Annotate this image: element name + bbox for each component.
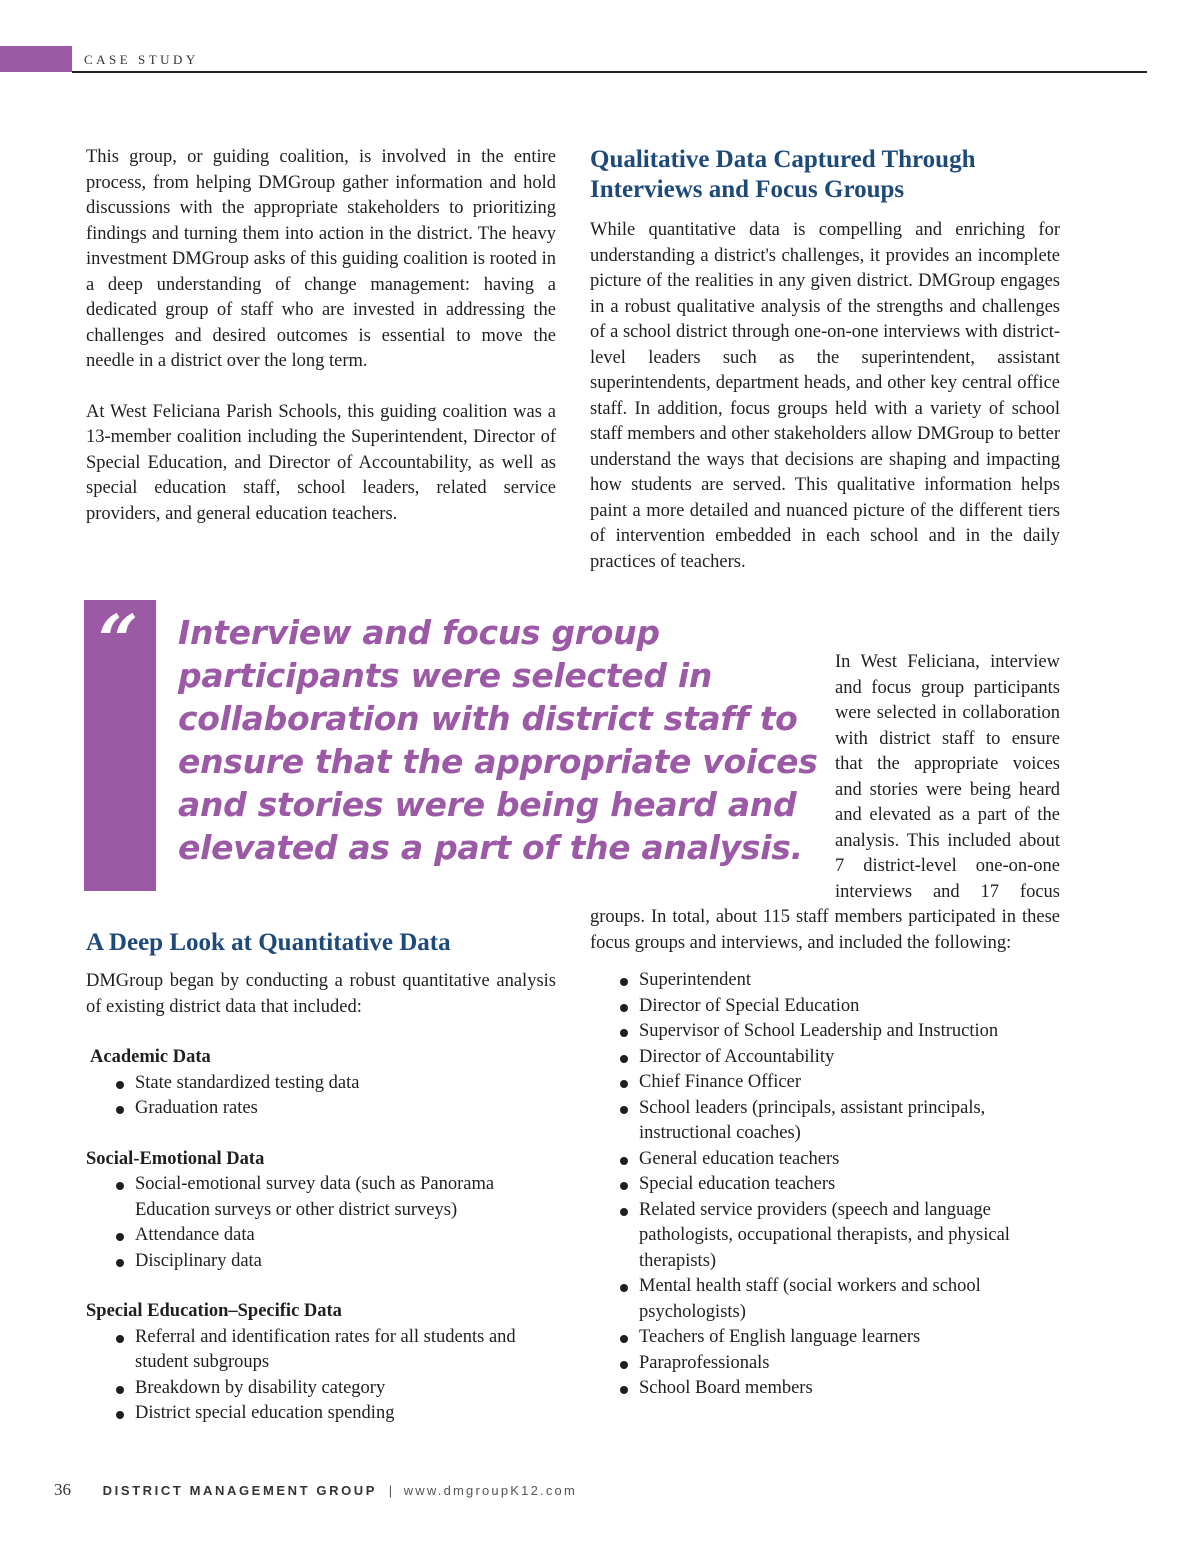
- list-item: Disciplinary data: [113, 1249, 556, 1275]
- social-emotional-data-list: [113, 1172, 556, 1274]
- qualitative-paragraph-text: While quantitative data is compelling and enriching for understanding a district's challenges, it provides an incomplete picture of the realities in any given district. DMGroup engages in a robust qualitative analysis of the strengths and challenges of a school district through one-on-one interviews with district-level leaders such as the superintendent, assistant superintendents, department heads, and other key central office staff. In addition, focus groups held with a variety of school staff members and other stakeholders allow DMGroup to better understand the ways that decisions are shaping and impacting how students are served. This qualitative information helps paint a more detailed and nuanced picture of the different tiers of intervention embedded in each school and in the daily practices of teachers.: [590, 220, 1060, 572]
- west-feliciana-interviews-paragraph: In West Feliciana, interview and focus group participants were selected in collaboration with district staff to ensure that the appropriate voices and stories were being heard and elevated as a part of the analysis. This included about 7 district-level one-on-one interviews and 17 focus groups. In total, about 115 staff members participated in these focus groups and interviews, and included the following:: [590, 652, 1060, 953]
- quote-wrap-spacer: [590, 650, 835, 904]
- special-education-data-title: Special Education–Specific Data: [86, 1301, 342, 1321]
- page-number: 36: [54, 1480, 71, 1499]
- list-item: Chief Finance Officer: [617, 1070, 1060, 1096]
- academic-data-title: Academic Data: [90, 1047, 211, 1067]
- quote-mark-icon: “: [98, 599, 139, 682]
- list-item: Social-emotional survey data (such as Panorama Education surveys or other district surveys): [113, 1172, 556, 1223]
- website-link[interactable]: www.dmgroupK12.com: [403, 1483, 577, 1498]
- pull-quote: Interview and focus group participants were selected in collaboration with district staff to ensure that the appropriate voices and stories were being heard and elevated as a part of the analysis.: [178, 613, 818, 867]
- left-column-intro: [86, 145, 556, 527]
- list-item: School Board members: [617, 1376, 1060, 1402]
- list-item: Special education teachers: [617, 1172, 1060, 1198]
- list-item: School leaders (principals, assistant principals, instructional coaches): [617, 1096, 1060, 1147]
- list-item: Referral and identification rates for all students and student subgroups: [113, 1325, 556, 1376]
- organization-name: DISTRICT MANAGEMENT GROUP: [102, 1483, 378, 1498]
- qualitative-paragraph: [590, 218, 1060, 575]
- list-item: Teachers of English language learners: [617, 1325, 1060, 1351]
- special-education-data-group: [86, 1299, 556, 1427]
- list-item: Director of Accountability: [617, 1045, 1060, 1071]
- list-item: State standardized testing data: [113, 1071, 556, 1097]
- list-item: Attendance data: [113, 1223, 556, 1249]
- list-item: Graduation rates: [113, 1096, 556, 1122]
- qualitative-participants: [590, 650, 1060, 1402]
- social-emotional-data-group: [86, 1147, 556, 1275]
- section-label: CASE STUDY: [84, 52, 199, 67]
- quantitative-section: [86, 928, 556, 1427]
- participants-list: [617, 968, 1060, 1402]
- special-education-data-list: [113, 1325, 556, 1427]
- list-item: General education teachers: [617, 1147, 1060, 1173]
- list-item: Related service providers (speech and language pathologists, occupational therapists, and physical therapists): [617, 1198, 1060, 1275]
- list-item: Director of Special Education: [617, 994, 1060, 1020]
- list-item: Mental health staff (social workers and school psychologists): [617, 1274, 1060, 1325]
- west-feliciana-coalition-paragraph: At West Feliciana Parish Schools, this guiding coalition was a 13-member coalition including the Superintendent, Director of Special Education, and Director of Accountability, as well as special education staff, school leaders, related service providers, and general education teachers.: [86, 401, 556, 524]
- social-emotional-data-title: Social-Emotional Data: [86, 1148, 265, 1169]
- qualitative-heading: Qualitative Data Captured Through Interviews and Focus Groups: [590, 146, 976, 203]
- list-item: Breakdown by disability category: [113, 1376, 556, 1402]
- coalition-paragraph: This group, or guiding coalition, is involved in the entire process, from helping DMGroup gather information and hold discussions with the appropriate stakeholders to prioritizing findings and turning them into action in the district. The heavy investment DMGroup asks of this guiding coalition is rooted in a deep understanding of change management: having a dedicated group of staff who are invested in addressing the challenges and desired outcomes is essential to move the needle in a district over the long term.: [86, 147, 556, 371]
- header-accent-bar: [0, 46, 72, 72]
- footer-separator: |: [388, 1483, 393, 1498]
- academic-data-group: [86, 1045, 556, 1122]
- academic-data-list: [113, 1071, 556, 1122]
- page-footer: [54, 1480, 577, 1500]
- list-item: Superintendent: [617, 968, 1060, 994]
- list-item: Paraprofessionals: [617, 1351, 1060, 1377]
- list-item: District special education spending: [113, 1401, 556, 1427]
- quantitative-heading: A Deep Look at Quantitative Data: [86, 929, 451, 956]
- header-rule: [72, 71, 1147, 73]
- quantitative-intro: DMGroup began by conducting a robust quantitative analysis of existing district data that included:: [86, 971, 556, 1017]
- list-item: Supervisor of School Leadership and Instruction: [617, 1019, 1060, 1045]
